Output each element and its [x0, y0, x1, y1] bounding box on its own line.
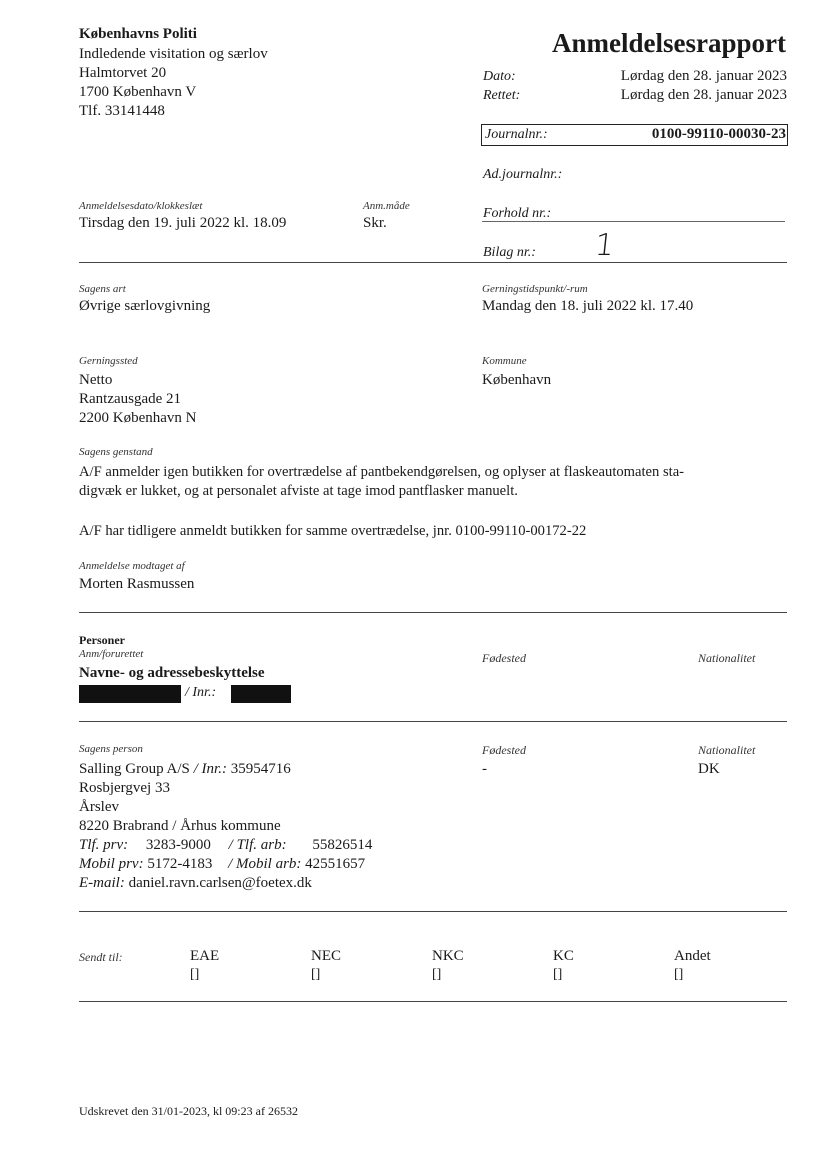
divider: [79, 911, 787, 912]
recipient: [553, 948, 574, 983]
mobil-prv: 5172-4183: [147, 856, 213, 872]
recipient-name: KC: [553, 948, 574, 964]
genstand-text-previous: A/F har tidligere anmeldt butikken for samme overtrædelse, jnr. 0100-99110-00172-22: [79, 523, 587, 539]
gerningssted-street: Rantzausgade 21: [79, 391, 182, 407]
company-email-line: [79, 874, 312, 892]
company-postal: 8220 Brabrand / Århus kommune: [79, 818, 281, 834]
genstand-text-line2: digvæk er lukket, og at personalet afviste at tage imod pantflasker manuelt.: [79, 483, 518, 499]
dato-label: Dato:: [483, 69, 516, 84]
org-address-city: 1700 København V: [79, 84, 197, 100]
tlf-prv-label: Tlf. prv:: [79, 837, 129, 853]
anm-made-value: Skr.: [363, 215, 387, 231]
recipient-name: NKC: [432, 948, 464, 964]
sagens-art-value: Øvrige særlovgivning: [79, 298, 211, 314]
recipient: [674, 948, 711, 983]
gerningssted-city: 2200 København N: [79, 410, 197, 426]
modtaget-label: Anmeldelse modtaget af: [79, 560, 185, 572]
kommune-label: Kommune: [482, 355, 527, 367]
modtaget-value: Morten Rasmussen: [79, 576, 195, 592]
tlf-arb-label: / Tlf. arb:: [228, 837, 287, 853]
recipient-checkbox[interactable]: []: [311, 967, 321, 982]
company-line: [79, 760, 291, 778]
bilag-label: Bilag nr.:: [483, 245, 536, 260]
tlf-arb: 55826514: [312, 837, 373, 853]
recipient-checkbox[interactable]: []: [553, 967, 563, 982]
redacted-identity-line: [79, 684, 299, 704]
anm-dato-label: Anmeldelsesdato/klokkeslæt: [79, 200, 203, 212]
gerningstid-label: Gerningstidspunkt/-rum: [482, 283, 588, 295]
bilag-number-handwritten: 1: [593, 228, 616, 263]
redaction-bar: [79, 685, 181, 703]
company-town: Årslev: [79, 799, 119, 815]
recipient-name: NEC: [311, 948, 341, 964]
org-address-street: Halmtorvet 20: [79, 65, 167, 81]
redaction-bar: [231, 685, 291, 703]
company-name: Salling Group A/S: [79, 761, 190, 777]
company-fodested-label: Fødested: [482, 743, 526, 757]
anm-made-label: Anm.måde: [363, 200, 410, 212]
anm-dato-value: Tirsdag den 19. juli 2022 kl. 18.09: [79, 215, 287, 231]
recipient-name: EAE: [190, 948, 220, 964]
gerningssted-name: Netto: [79, 372, 113, 388]
mobil-arb: 42551657: [305, 856, 366, 872]
nationalitet-label: Nationalitet: [698, 651, 756, 665]
journal-number: 0100-99110-00030-23: [651, 126, 786, 142]
protected-identity-text: Navne- og adressebeskyttelse: [79, 665, 265, 681]
company-nationalitet-label: Nationalitet: [698, 743, 756, 757]
divider: [79, 1001, 787, 1002]
recipient-checkbox[interactable]: []: [432, 967, 442, 982]
recipient: [311, 948, 341, 983]
email-label: E-mail:: [79, 875, 125, 891]
redacted-inr-label: / Inr.:: [185, 685, 217, 700]
org-department: Indledende visitation og særlov: [79, 46, 268, 62]
recipient-checkbox[interactable]: []: [674, 967, 684, 982]
gerningstid-value: Mandag den 18. juli 2022 kl. 17.40: [482, 298, 694, 314]
forhold-label: Forhold nr.:: [483, 206, 552, 221]
tlf-prv: 3283-9000: [145, 837, 211, 853]
mobil-arb-label: / Mobil arb:: [228, 856, 302, 872]
gerningssted-label: Gerningssted: [79, 355, 138, 367]
email-value: daniel.ravn.carlsen@foetex.dk: [128, 875, 312, 891]
genstand-label: Sagens genstand: [79, 446, 153, 458]
sagens-art-label: Sagens art: [79, 283, 126, 295]
company-mobiles: [79, 855, 365, 873]
persons-heading: Personer: [79, 633, 125, 647]
company-phones: [79, 836, 372, 854]
printed-footer: Udskrevet den 31/01-2023, kl 09:23 af 26532: [79, 1104, 298, 1118]
dato-value: Lørdag den 28. januar 2023: [620, 68, 787, 84]
rettet-label: Rettet:: [483, 88, 521, 103]
company-street: Rosbjergvej 33: [79, 780, 170, 796]
org-phone: Tlf. 33141448: [79, 103, 165, 119]
anm-forurettet-label: Anm/forurettet: [79, 648, 144, 660]
org-name: Københavns Politi: [79, 26, 197, 42]
sendt-til-label: Sendt til:: [79, 950, 123, 964]
recipient: [432, 948, 464, 983]
report-title: Anmeldelsesrapport: [552, 28, 786, 58]
genstand-text-line1: A/F anmelder igen butikken for overtrædelse af pantbekendgørelsen, og oplyser at flaskeautomaten sta-: [79, 464, 685, 480]
journal-label: Journalnr.:: [485, 127, 548, 142]
company-nationalitet: DK: [698, 761, 720, 777]
mobil-prv-label: Mobil prv:: [79, 856, 144, 872]
company-inr: 35954716: [230, 761, 291, 777]
journal-box: [481, 124, 788, 146]
forhold-underline: [482, 221, 785, 222]
kommune-value: København: [482, 372, 552, 388]
recipient: [190, 948, 219, 983]
rettet-value: Lørdag den 28. januar 2023: [620, 87, 787, 103]
adjournal-label: Ad.journalnr.:: [483, 167, 563, 182]
company-fodested: -: [482, 761, 487, 777]
divider: [79, 262, 787, 263]
divider: [79, 612, 787, 613]
fodested-label: Fødested: [482, 651, 526, 665]
recipient-name: Andet: [674, 948, 711, 964]
recipient-checkbox[interactable]: []: [190, 967, 200, 982]
sagens-person-label: Sagens person: [79, 743, 143, 755]
company-inr-label: / Inr.:: [193, 761, 227, 777]
divider: [79, 721, 787, 722]
